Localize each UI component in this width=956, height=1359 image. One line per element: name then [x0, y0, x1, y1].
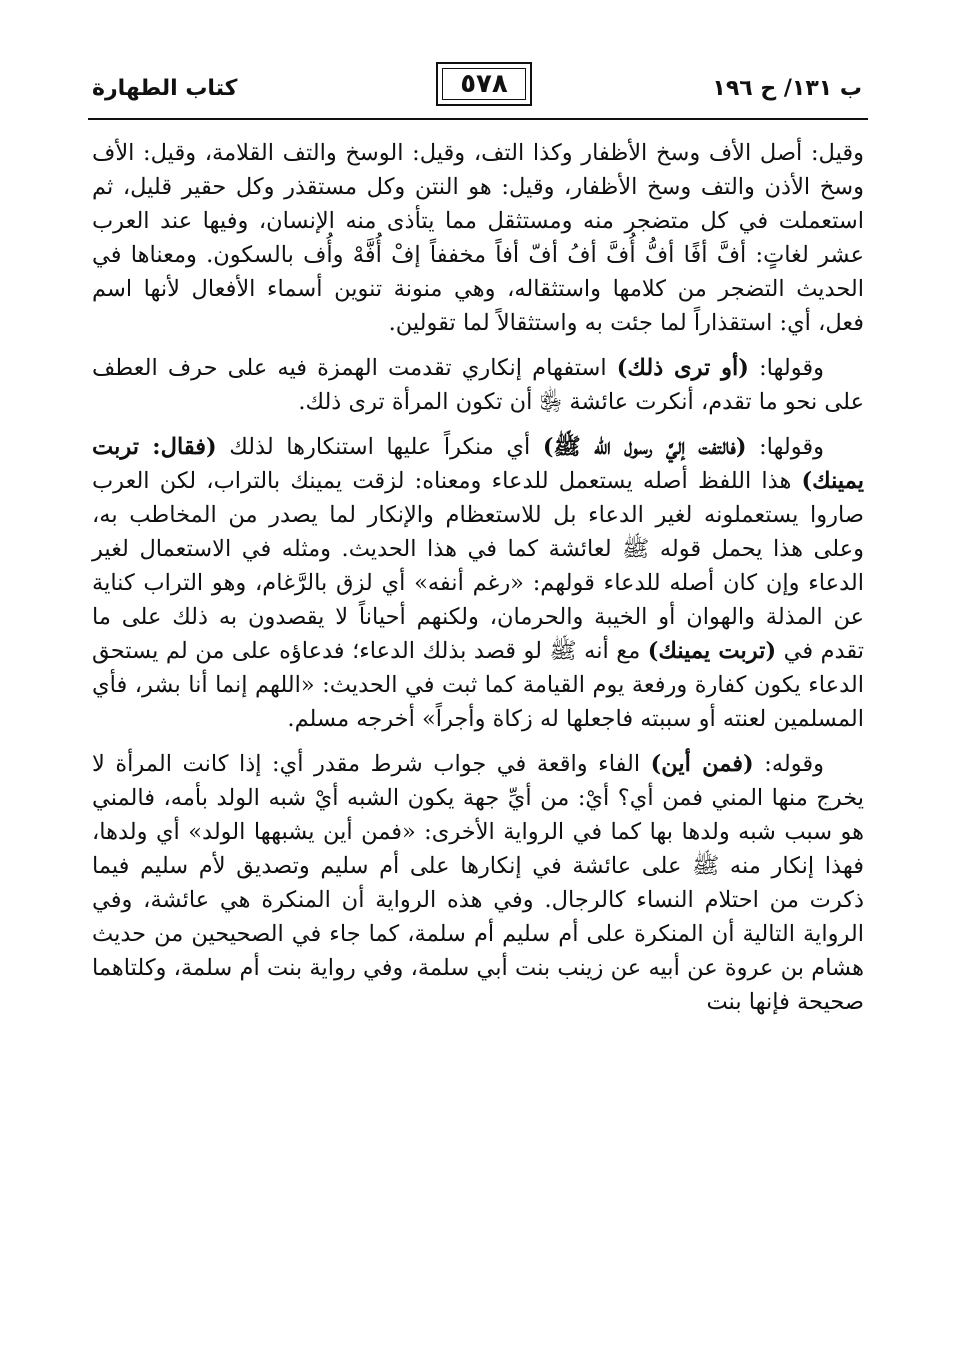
- paragraph-3: [92, 430, 864, 736]
- paragraph-1-text: وقيل: أصل الأف وسخ الأظفار وكذا التف، وقيل: الوسخ والتف القلامة، وقيل: الأف وسخ الأذن والتف وسخ الأظفار، وقيل: هو النتن وكل مستقذر وكل حقير قليل، ثم استعملت في كل متضجر منه ومستثقل مما يتأذى منه الإنسان، وفيها عند العرب عشر لغاتٍ: أفَّ أفًا أفُّ أُفَّ أفُ أفّ أفاً مخففاً إفْ أُفَّهْ وأُف بالسكون. ومعناها في الحديث التضجر من كلامها واستثقاله، وهي منونة تنوين أسماء الأفعال لأنها اسم فعل، أي: استقذاراً لما جئت به واستثقالاً لما تقولين.: [92, 140, 864, 336]
- chapter-hadith-ref: ب ١٣١/ ح ١٩٦: [712, 76, 862, 101]
- header-rule: [88, 118, 868, 120]
- body-text: [92, 136, 864, 1030]
- paragraph-2-text-b: استفهام إنكاري تقدمت الهمزة فيه على حرف العطف على نحو ما تقدم، أنكرت عائشة ﵂ أن تكون المرأة ترى ذلك.: [92, 355, 864, 415]
- paragraph-3-text-c: هذا اللفظ أصله يستعمل للدعاء ومعناه: لزقت يمينك بالتراب، لكن العرب صاروا يستعملونه لغير الدعاء بل للاستعظام والإنكار لما يصدر من المخاطب به، وعلى هذا يحمل قوله ﷺ لعائشة كما في هذا الحديث. ومثله في الاستعمال لغير الدعاء وإن كان أصله للدعاء قولهم: «رغم أنفه» أي لزق بالرَّغام، وهو التراب كناية عن المذلة والهوان أو الخيبة والحرمان، ولكنهم أحياناً لا يقصدون به ذلك على ما تقدم في: [92, 468, 864, 664]
- paragraph-3-text-b: أي منكراً عليها استنكارها لذلك: [216, 434, 543, 460]
- quoted-phrase: (فقال: تربت يمينك): [92, 434, 864, 494]
- quoted-phrase: (فمن أين): [650, 751, 754, 777]
- paragraph-3-text-d: مع أنه ﷺ لو قصد بذلك الدعاء؛ فدعاؤه على من لم يستحق الدعاء يكون كفارة ورفعة يوم القيامة كما ثبت في الحديث: «اللهم إنما أنا بشر، فأي المسلمين لعنته أو سببته فاجعلها له زكاة وأجراً» أخرجه مسلم.: [92, 638, 864, 732]
- paragraph-4-text-b: الفاء واقعة في جواب شرط مقدر أي: إذا كانت المرأة لا يخرج منها المني فمن أي؟ أيْ: من أيِّ جهة يكون الشبه أيْ شبه الولد بأمه، فالمني هو سبب شبه ولدها بها كما في الرواية الأخرى: «فمن أين يشبهها الولد» أي ولدها، فهذا إنكار منه ﷺ على عائشة في إنكارها على أم سليم وتصديق لأم سليم فيما ذكرت من احتلام النساء كالرجال. وفي هذه الرواية أن المنكرة هي عائشة، وفي الرواية التالية أن المنكرة على أم سليم أم سلمة، كما جاء في الصحيحين من حديث هشام بن عروة عن أبيه عن زينب بنت أبي سلمة، وفي رواية بنت أم سلمة، وكلتاهما صحيحة فإنها بنت: [92, 751, 864, 1015]
- page-number-frame: [436, 62, 532, 106]
- paragraph-4: [92, 747, 864, 1019]
- paragraph-2-text-a: وقولها:: [748, 355, 824, 381]
- page-number: ٥٧٨: [460, 69, 508, 99]
- paragraph-4-text-a: وقوله:: [753, 751, 824, 777]
- paragraph-3-text-a: وقولها:: [746, 434, 824, 460]
- quoted-phrase: (فالتفت إليَّ رسول الله ﷺ): [542, 434, 747, 460]
- page-header: [88, 62, 868, 122]
- book-title: كتاب الطهارة: [92, 76, 238, 101]
- paragraph-2: [92, 351, 864, 419]
- quoted-phrase: (أو ترى ذلك): [616, 355, 749, 381]
- quoted-phrase: (تربت يمينك): [647, 638, 777, 664]
- paragraph-1: [92, 136, 864, 340]
